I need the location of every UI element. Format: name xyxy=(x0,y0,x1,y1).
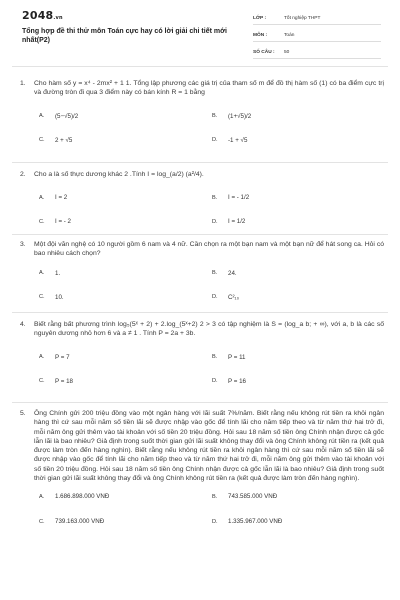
question-5 xyxy=(20,409,384,526)
meta-row-subject xyxy=(253,30,381,42)
option-c[interactable]: C. 2 + √5 xyxy=(39,136,73,144)
question-4 xyxy=(20,320,384,385)
option-c[interactable]: C. I = - 2 xyxy=(39,218,71,226)
option-a[interactable]: A. (5−√5)/2 xyxy=(39,112,79,120)
divider xyxy=(12,234,388,235)
option-c[interactable]: C. P = 18 xyxy=(39,377,73,385)
divider xyxy=(12,66,388,67)
option-a[interactable]: A. P = 7 xyxy=(39,353,70,361)
question-text xyxy=(20,170,384,179)
option-a[interactable]: A. I = 2 xyxy=(39,194,68,202)
option-a[interactable]: A. 1. xyxy=(39,269,61,277)
option-c[interactable]: C. 739.163.000 VNĐ xyxy=(39,518,105,526)
question-text xyxy=(20,409,384,483)
divider xyxy=(12,162,388,163)
question-number: 5. xyxy=(20,410,26,417)
option-d[interactable]: D. P = 16 xyxy=(212,377,246,385)
meta-key: MÔN : xyxy=(253,33,268,38)
question-text xyxy=(20,320,384,339)
option-d[interactable]: D. I = 1/2 xyxy=(212,218,246,226)
site-logo[interactable]: 2048.vn xyxy=(22,9,63,22)
question-number: 2. xyxy=(20,171,26,178)
question-body: Ông Chính gửi 200 triệu đồng vào một ngân hàng với lãi suất 7%/năm. Biết rằng nếu không rút tiền ra khỏi ngân hàng thì cứ sau mỗi năm số tiền lãi sẽ được nhập vào gốc để tính lãi cho năm tiếp theo và từ năm thứ hai trở đi, mỗi năm ông gửi thêm vào tài khoản với số tiền 20 triệu đồng. Hỏi sau 18 năm số tiền ông Chính nhận được cả gốc lẫn lãi là bao nhiêu? Giả định trong suốt thời gian gửi lãi suất không thay đổi và ông Chính không rút tiền ra (kết quả được làm tròn đến hàng nghìn). Biết rằng nếu không rút tiền ra khỏi ngân hàng thì cứ sau mỗi năm số tiền lãi sẽ được nhập vào gốc để tính lãi cho năm tiếp theo và từ năm thứ hai trở đi, mỗi năm ông gửi thêm vào tài khoản với số tiền 20 triệu đồng. Hỏi sau 18 năm số tiền ông Chính nhận được cả gốc lẫn lãi là bao nhiêu? Giả định trong suốt thời gian gửi lãi suất không thay đổi và ông Chính không rút tiền ra (kết quả được làm tròn đến hàng nghìn). xyxy=(34,410,384,483)
divider xyxy=(12,312,388,313)
question-text xyxy=(20,240,384,259)
meta-row-class xyxy=(253,13,381,25)
page-header xyxy=(0,0,400,60)
question-number: 1. xyxy=(20,80,26,87)
option-b[interactable]: B. 743.585.000 VNĐ xyxy=(212,493,278,501)
question-1 xyxy=(20,79,384,144)
question-2 xyxy=(20,170,384,226)
option-d[interactable]: D. -1 + √5 xyxy=(212,136,248,144)
question-number: 4. xyxy=(20,321,26,328)
meta-value: 50 xyxy=(284,50,290,55)
option-b[interactable]: B. P = 11 xyxy=(212,353,246,361)
option-b[interactable]: B. 24. xyxy=(212,269,237,277)
meta-key: SỐ CÂU : xyxy=(253,50,275,55)
question-number: 3. xyxy=(20,241,26,248)
question-body: Biết rằng bất phương trình log₅(5ˣ + 2) + 2.log_(5ˣ+2) 2 > 3 có tập nghiệm là S = (log_a b; + ∞), với a, b là các số nguyên dương nhỏ hơn 6 và a ≠ 1 . Tính P = 2a + 3b. xyxy=(34,321,384,338)
option-c[interactable]: C. 10. xyxy=(39,293,64,301)
document-meta xyxy=(253,13,381,64)
divider xyxy=(12,402,388,403)
option-d[interactable]: D. C²₁₀ xyxy=(212,293,240,301)
option-b[interactable]: B. (1+√5)/2 xyxy=(212,112,252,120)
meta-value: Tốt nghiệp THPT xyxy=(284,16,321,21)
question-text xyxy=(20,79,384,98)
option-d[interactable]: D. 1.335.967.000 VNĐ xyxy=(212,518,283,526)
meta-row-count xyxy=(253,47,381,59)
option-a[interactable]: A. 1.686.898.000 VNĐ xyxy=(39,493,110,501)
question-body: Một đội văn nghệ có 10 người gồm 6 nam và 4 nữ. Cần chọn ra một bạn nam và một bạn nữ để hát song ca. Hỏi có bao nhiêu cách chọn? xyxy=(34,241,384,258)
question-body: Cho hàm số y = x⁴ - 2mx² + 1 1. Tổng lập phương các giá trị của tham số m để đồ thị hàm số (1) có ba điểm cực trị và đường tròn đi qua 3 điểm này có bán kính R = 1 bằng xyxy=(34,80,384,97)
document-title: Tổng hợp đề thi thử môn Toán cực hay có lời giải chi tiết mới nhất(P2) xyxy=(22,28,228,44)
meta-key: LỚP : xyxy=(253,16,267,21)
question-body: Cho a là số thực dương khác 2 .Tính I = log_(a/2) (a²/4). xyxy=(34,171,204,178)
meta-value: Toán xyxy=(284,33,295,38)
option-b[interactable]: B. I = - 1/2 xyxy=(212,194,250,202)
question-3 xyxy=(20,240,384,301)
